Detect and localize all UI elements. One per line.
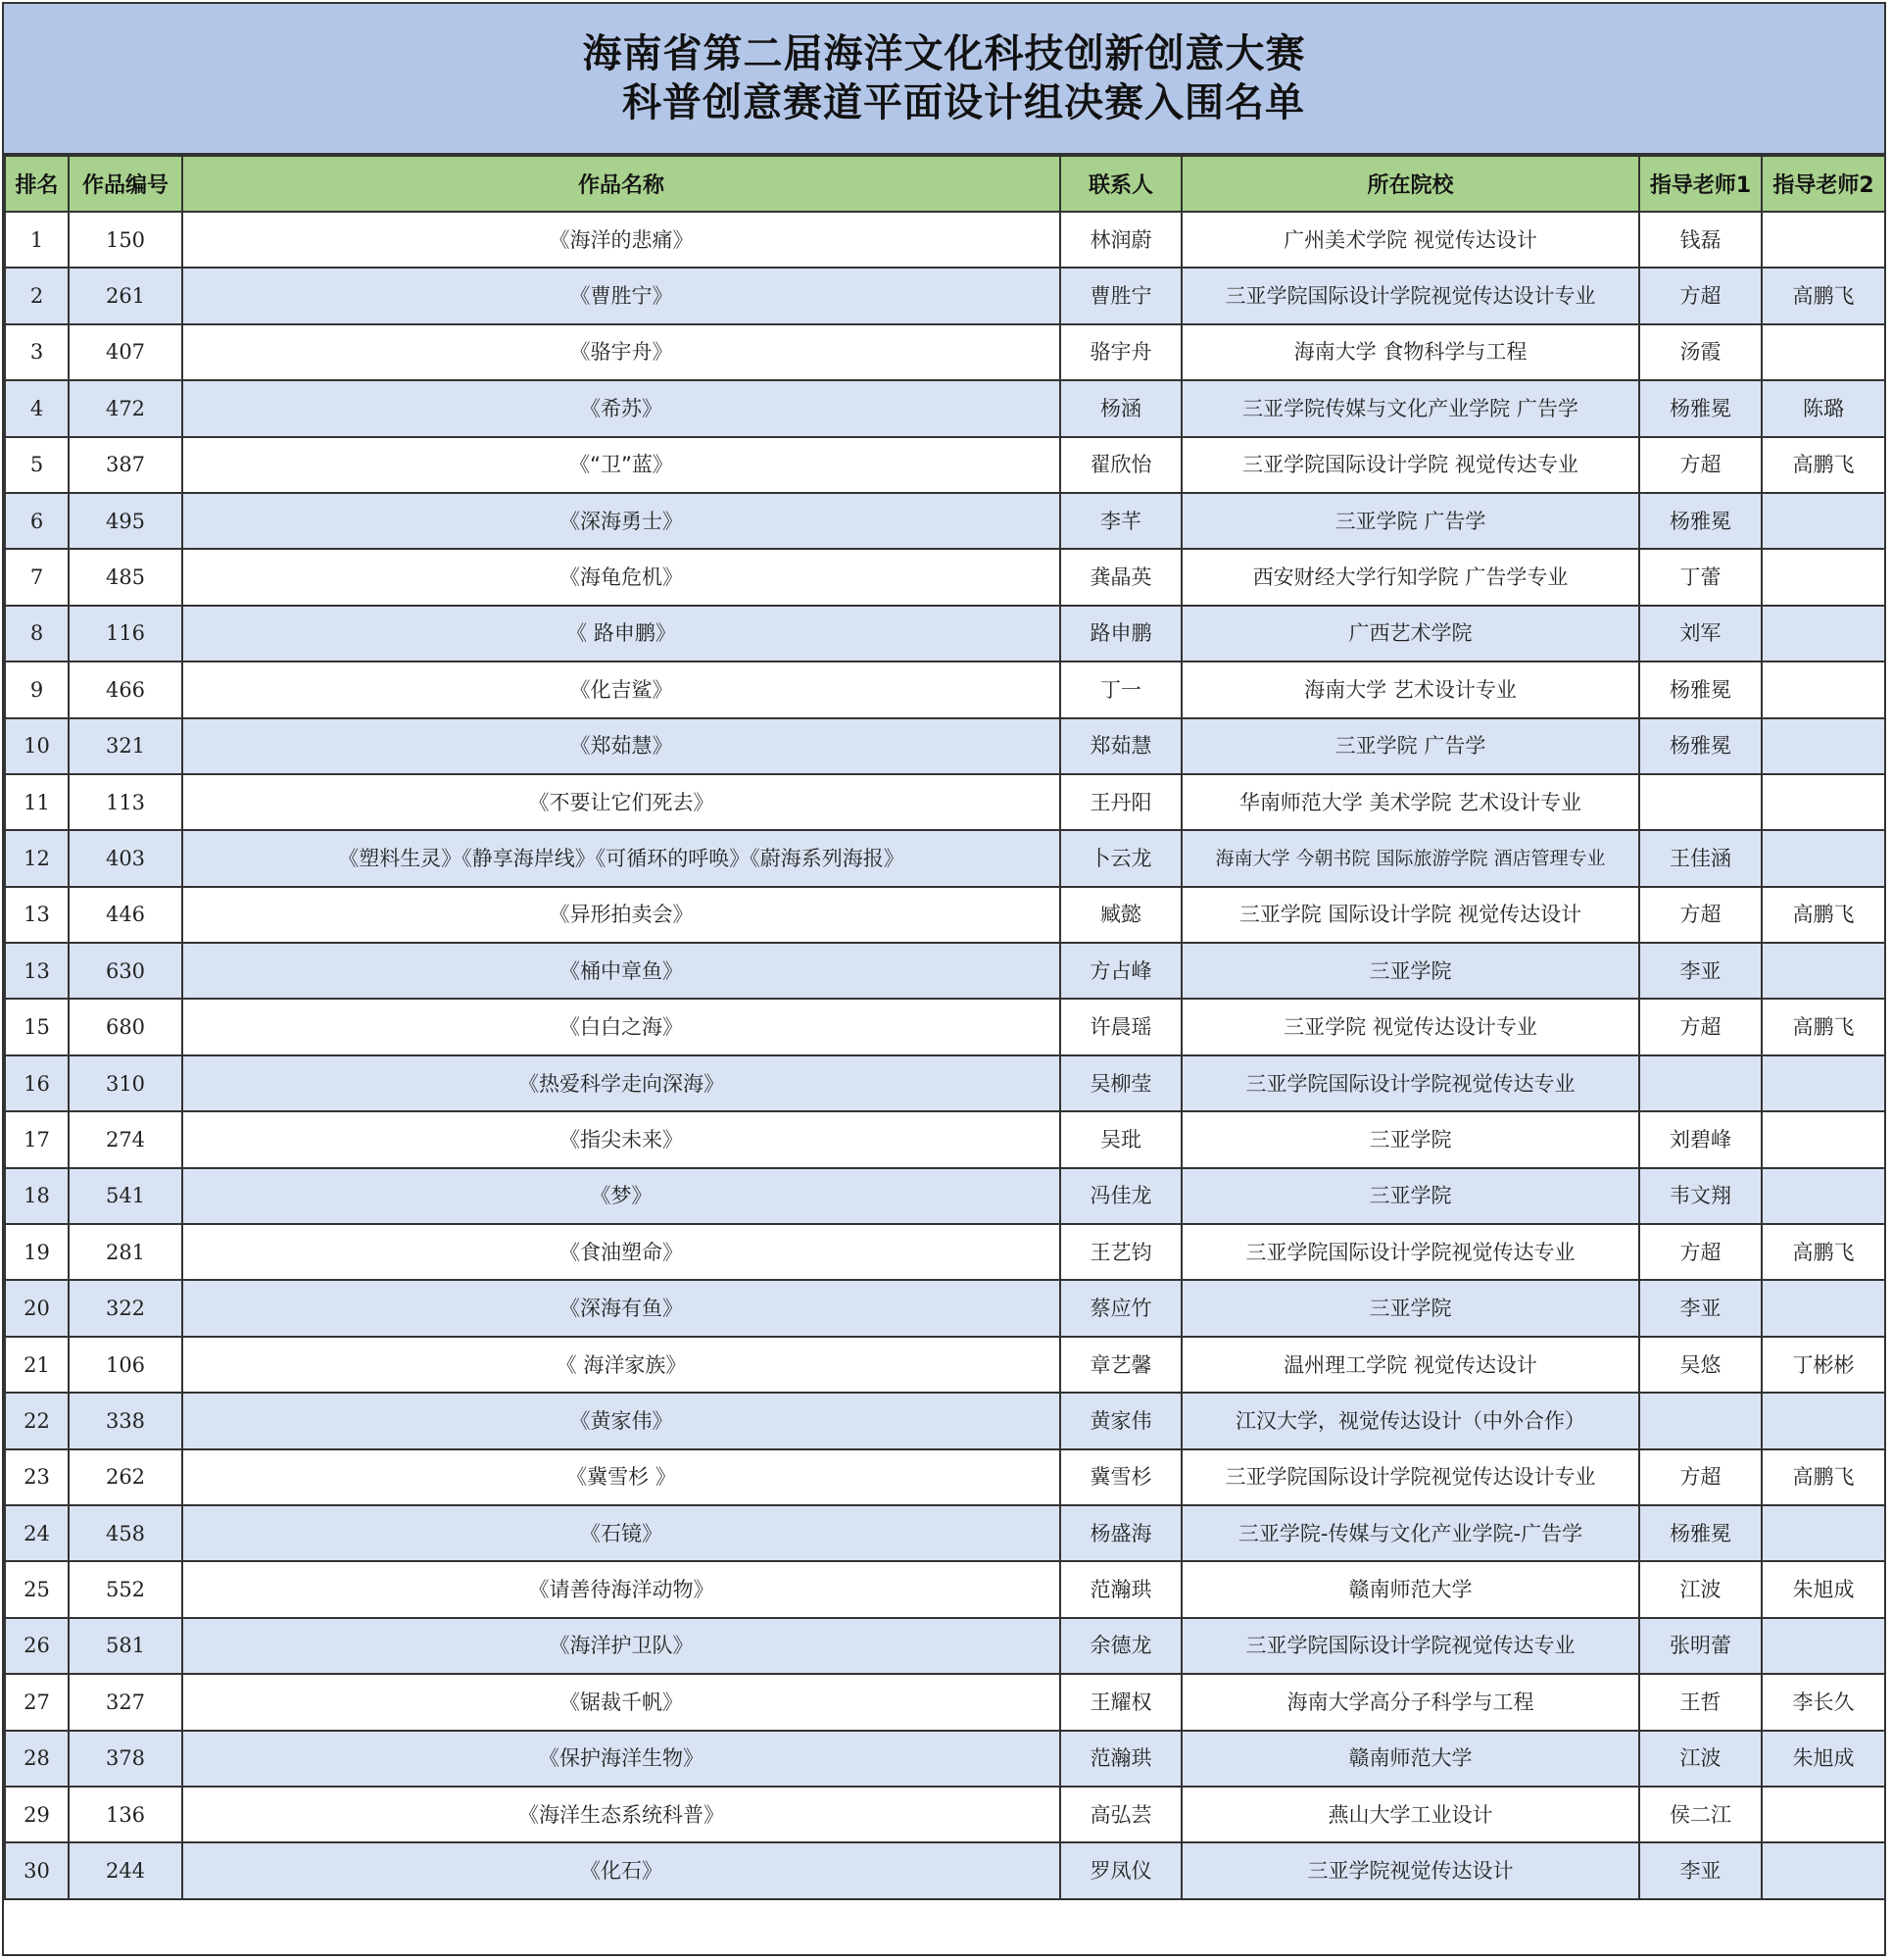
table-row [5,1111,1885,1167]
school-cell: 三亚学院国际设计学院视觉传达专业 [1182,1618,1639,1674]
rank-cell: 13 [5,943,69,999]
advisor-2-cell [1762,1787,1885,1842]
school-cell: 海南大学 艺术设计专业 [1182,662,1639,717]
entry-id-cell: 541 [69,1168,182,1224]
advisor-2-cell: 高鹏飞 [1762,999,1885,1054]
contact-cell: 许晨瑶 [1060,999,1182,1054]
rank-cell: 24 [5,1505,69,1561]
school-cell: 三亚学院 [1182,1168,1639,1224]
school-cell: 江汉大学，视觉传达设计（中外合作） [1182,1393,1639,1448]
work-title-cell: 《梦》 [182,1168,1060,1224]
rank-cell: 13 [5,887,69,943]
advisor-1-cell: 杨雅冕 [1639,493,1762,549]
contact-cell: 杨涵 [1060,380,1182,436]
rank-cell: 23 [5,1449,69,1505]
advisor-1-cell: 杨雅冕 [1639,718,1762,774]
contact-cell: 丁一 [1060,662,1182,717]
advisor-2-cell: 李长久 [1762,1674,1885,1730]
work-title-cell: 《 路申鹏》 [182,606,1060,662]
advisor-2-cell: 高鹏飞 [1762,887,1885,943]
work-title-cell: 《异形拍卖会》 [182,887,1060,943]
entry-id-cell: 116 [69,606,182,662]
entry-id-cell: 136 [69,1787,182,1842]
rank-cell: 20 [5,1280,69,1336]
work-title-cell: 《“卫”蓝》 [182,437,1060,493]
entry-id-cell: 321 [69,718,182,774]
advisor-1-cell: 王哲 [1639,1674,1762,1730]
advisor-2-cell: 朱旭成 [1762,1731,1885,1787]
school-cell: 赣南师范大学 [1182,1731,1639,1787]
advisor-1-cell: 方超 [1639,999,1762,1054]
rank-cell: 12 [5,830,69,886]
advisor-1-cell: 江波 [1639,1561,1762,1617]
table-row [5,1505,1885,1561]
advisor-1-cell: 张明蕾 [1639,1618,1762,1674]
advisor-2-cell: 高鹏飞 [1762,437,1885,493]
advisor-1-cell: 刘军 [1639,606,1762,662]
advisor-2-cell [1762,830,1885,886]
table-row [5,437,1885,493]
work-title-cell: 《锯裁千帆》 [182,1674,1060,1730]
contact-cell: 王丹阳 [1060,774,1182,830]
rank-cell: 19 [5,1224,69,1280]
entry-id-cell: 680 [69,999,182,1054]
table-row [5,1731,1885,1787]
entry-id-cell: 262 [69,1449,182,1505]
work-title-cell: 《保护海洋生物》 [182,1731,1060,1787]
school-cell: 三亚学院传媒与文化产业学院 广告学 [1182,380,1639,436]
advisor-1-cell: 吴悠 [1639,1337,1762,1393]
advisor-2-cell [1762,1111,1885,1167]
contact-cell: 冀雪杉 [1060,1449,1182,1505]
contact-cell: 臧懿 [1060,887,1182,943]
advisor-1-cell: 丁蕾 [1639,549,1762,605]
contact-cell: 章艺馨 [1060,1337,1182,1393]
contact-cell: 冯佳龙 [1060,1168,1182,1224]
rank-cell: 17 [5,1111,69,1167]
school-cell: 三亚学院-传媒与文化产业学院-广告学 [1182,1505,1639,1561]
advisor-2-cell: 高鹏飞 [1762,268,1885,323]
rank-cell: 1 [5,212,69,268]
rank-cell: 25 [5,1561,69,1617]
advisor-2-cell [1762,1505,1885,1561]
school-cell: 温州理工学院 视觉传达设计 [1182,1337,1639,1393]
school-cell: 海南大学高分子科学与工程 [1182,1674,1639,1730]
work-title-cell: 《请善待海洋动物》 [182,1561,1060,1617]
contact-cell: 杨盛海 [1060,1505,1182,1561]
table-body [5,212,1885,1899]
rank-cell: 10 [5,718,69,774]
finalist-table [4,155,1886,1900]
header-advisor-1: 指导老师1 [1639,156,1762,212]
header-school: 所在院校 [1182,156,1639,212]
advisor-1-cell: 方超 [1639,1224,1762,1280]
rank-cell: 2 [5,268,69,323]
table-row [5,943,1885,999]
school-cell: 赣南师范大学 [1182,1561,1639,1617]
contact-cell: 余德龙 [1060,1618,1182,1674]
table-row [5,1674,1885,1730]
table-row [5,774,1885,830]
school-cell: 西安财经大学行知学院 广告学专业 [1182,549,1639,605]
contact-cell: 王耀权 [1060,1674,1182,1730]
advisor-2-cell: 高鹏飞 [1762,1449,1885,1505]
advisor-1-cell: 侯二江 [1639,1787,1762,1842]
work-title-cell: 《化石》 [182,1842,1060,1898]
table-row [5,268,1885,323]
advisor-2-cell [1762,662,1885,717]
school-cell: 广州美术学院 视觉传达设计 [1182,212,1639,268]
contact-cell: 吴柳莹 [1060,1055,1182,1111]
contact-cell: 蔡应竹 [1060,1280,1182,1336]
table-row [5,1337,1885,1393]
advisor-2-cell: 朱旭成 [1762,1561,1885,1617]
table-row [5,999,1885,1054]
table-row [5,662,1885,717]
school-cell: 海南大学 今朝书院 国际旅游学院 酒店管理专业 [1182,830,1639,886]
work-title-cell: 《曹胜宁》 [182,268,1060,323]
table-row [5,1787,1885,1842]
advisor-2-cell [1762,1842,1885,1898]
advisor-2-cell [1762,606,1885,662]
advisor-2-cell [1762,493,1885,549]
entry-id-cell: 327 [69,1674,182,1730]
school-cell: 三亚学院国际设计学院视觉传达专业 [1182,1224,1639,1280]
table-row [5,718,1885,774]
advisor-2-cell: 陈璐 [1762,380,1885,436]
table-row [5,1618,1885,1674]
table-row [5,212,1885,268]
contact-cell: 翟欣怡 [1060,437,1182,493]
title-band [4,4,1884,155]
table-row [5,1280,1885,1336]
advisor-2-cell [1762,1618,1885,1674]
header-advisor-2: 指导老师2 [1762,156,1885,212]
school-cell: 三亚学院国际设计学院 视觉传达专业 [1182,437,1639,493]
rank-cell: 26 [5,1618,69,1674]
contact-cell: 林润蔚 [1060,212,1182,268]
contact-cell: 王艺钧 [1060,1224,1182,1280]
work-title-cell: 《黄家伟》 [182,1393,1060,1448]
header-row [5,156,1885,212]
advisor-1-cell: 方超 [1639,437,1762,493]
advisor-2-cell [1762,549,1885,605]
header-work-title: 作品名称 [182,156,1060,212]
school-cell: 三亚学院 [1182,943,1639,999]
advisor-2-cell [1762,1055,1885,1111]
school-cell: 三亚学院视觉传达设计 [1182,1842,1639,1898]
advisor-2-cell [1762,943,1885,999]
entry-id-cell: 466 [69,662,182,717]
work-title-cell: 《冀雪杉 》 [182,1449,1060,1505]
advisor-2-cell [1762,1393,1885,1448]
header-contact: 联系人 [1060,156,1182,212]
work-title-cell: 《深海有鱼》 [182,1280,1060,1336]
rank-cell: 4 [5,380,69,436]
advisor-1-cell: 方超 [1639,268,1762,323]
work-title-cell: 《海洋护卫队》 [182,1618,1060,1674]
entry-id-cell: 581 [69,1618,182,1674]
contact-cell: 吴玭 [1060,1111,1182,1167]
rank-cell: 8 [5,606,69,662]
advisor-2-cell [1762,212,1885,268]
school-cell: 三亚学院 国际设计学院 视觉传达设计 [1182,887,1639,943]
entry-id-cell: 552 [69,1561,182,1617]
contact-cell: 骆宇舟 [1060,324,1182,380]
table-row [5,1393,1885,1448]
advisor-1-cell: 汤霞 [1639,324,1762,380]
rank-cell: 27 [5,1674,69,1730]
contact-cell: 方占峰 [1060,943,1182,999]
school-cell: 三亚学院国际设计学院视觉传达专业 [1182,1055,1639,1111]
school-cell: 三亚学院 [1182,1111,1639,1167]
rank-cell: 16 [5,1055,69,1111]
entry-id-cell: 150 [69,212,182,268]
header-rank: 排名 [5,156,69,212]
advisor-2-cell [1762,774,1885,830]
advisor-1-cell: 韦文翔 [1639,1168,1762,1224]
rank-cell: 9 [5,662,69,717]
title-line-2: 科普创意赛道平面设计组决赛入围名单 [622,80,1305,125]
advisor-1-cell: 杨雅冕 [1639,1505,1762,1561]
work-title-cell: 《塑料生灵》《静享海岸线》《可循环的呼唤》《蔚海系列海报》 [182,830,1060,886]
table-row [5,549,1885,605]
table-row [5,1561,1885,1617]
work-title-cell: 《不要让它们死去》 [182,774,1060,830]
advisor-2-cell [1762,1280,1885,1336]
school-cell: 三亚学院 [1182,1280,1639,1336]
table-row [5,1842,1885,1898]
work-title-cell: 《桶中章鱼》 [182,943,1060,999]
entry-id-cell: 113 [69,774,182,830]
school-cell: 三亚学院 广告学 [1182,718,1639,774]
advisor-2-cell [1762,1168,1885,1224]
entry-id-cell: 472 [69,380,182,436]
header-entry-id: 作品编号 [69,156,182,212]
advisor-2-cell [1762,718,1885,774]
entry-id-cell: 495 [69,493,182,549]
entry-id-cell: 322 [69,1280,182,1336]
advisor-2-cell: 丁彬彬 [1762,1337,1885,1393]
work-title-cell: 《希苏》 [182,380,1060,436]
work-title-cell: 《指尖未来》 [182,1111,1060,1167]
school-cell: 海南大学 食物科学与工程 [1182,324,1639,380]
entry-id-cell: 244 [69,1842,182,1898]
contact-cell: 高弘芸 [1060,1787,1182,1842]
advisor-1-cell: 杨雅冕 [1639,380,1762,436]
advisor-1-cell: 李亚 [1639,1280,1762,1336]
advisor-2-cell [1762,324,1885,380]
entry-id-cell: 310 [69,1055,182,1111]
rank-cell: 3 [5,324,69,380]
work-title-cell: 《食油塑命》 [182,1224,1060,1280]
advisor-1-cell [1639,1393,1762,1448]
table-row [5,1168,1885,1224]
table-row [5,380,1885,436]
advisor-2-cell: 高鹏飞 [1762,1224,1885,1280]
advisor-1-cell [1639,774,1762,830]
school-cell: 三亚学院 广告学 [1182,493,1639,549]
school-cell: 广西艺术学院 [1182,606,1639,662]
school-cell: 燕山大学工业设计 [1182,1787,1639,1842]
entry-id-cell: 387 [69,437,182,493]
work-title-cell: 《海龟危机》 [182,549,1060,605]
entry-id-cell: 403 [69,830,182,886]
advisor-1-cell [1639,1055,1762,1111]
rank-cell: 6 [5,493,69,549]
entry-id-cell: 378 [69,1731,182,1787]
work-title-cell: 《 海洋家族》 [182,1337,1060,1393]
advisor-1-cell: 钱磊 [1639,212,1762,268]
table-row [5,493,1885,549]
rank-cell: 7 [5,549,69,605]
rank-cell: 5 [5,437,69,493]
rank-cell: 29 [5,1787,69,1842]
entry-id-cell: 485 [69,549,182,605]
contact-cell: 范瀚珙 [1060,1561,1182,1617]
table-row [5,1055,1885,1111]
entry-id-cell: 630 [69,943,182,999]
rank-cell: 15 [5,999,69,1054]
work-title-cell: 《海洋生态系统科普》 [182,1787,1060,1842]
contact-cell: 范瀚珙 [1060,1731,1182,1787]
advisor-1-cell: 李亚 [1639,1842,1762,1898]
entry-id-cell: 106 [69,1337,182,1393]
rank-cell: 11 [5,774,69,830]
advisor-1-cell: 王佳涵 [1639,830,1762,886]
table-row [5,830,1885,886]
work-title-cell: 《深海勇士》 [182,493,1060,549]
rank-cell: 28 [5,1731,69,1787]
work-title-cell: 《石镜》 [182,1505,1060,1561]
entry-id-cell: 458 [69,1505,182,1561]
entry-id-cell: 407 [69,324,182,380]
entry-id-cell: 446 [69,887,182,943]
work-title-cell: 《骆宇舟》 [182,324,1060,380]
contact-cell: 卜云龙 [1060,830,1182,886]
title-line-1: 海南省第二届海洋文化科技创新创意大赛 [582,31,1306,76]
rank-cell: 18 [5,1168,69,1224]
entry-id-cell: 274 [69,1111,182,1167]
entry-id-cell: 281 [69,1224,182,1280]
contact-cell: 罗凤仪 [1060,1842,1182,1898]
table-row [5,1224,1885,1280]
table-row [5,324,1885,380]
school-cell: 三亚学院国际设计学院视觉传达设计专业 [1182,268,1639,323]
school-cell: 华南师范大学 美术学院 艺术设计专业 [1182,774,1639,830]
table-row [5,887,1885,943]
contact-cell: 郑茹慧 [1060,718,1182,774]
advisor-1-cell: 李亚 [1639,943,1762,999]
work-title-cell: 《热爱科学走向深海》 [182,1055,1060,1111]
contact-cell: 李芊 [1060,493,1182,549]
school-cell: 三亚学院国际设计学院视觉传达设计专业 [1182,1449,1639,1505]
contact-cell: 路申鹏 [1060,606,1182,662]
advisor-1-cell: 方超 [1639,1449,1762,1505]
entry-id-cell: 338 [69,1393,182,1448]
work-title-cell: 《白白之海》 [182,999,1060,1054]
advisor-1-cell: 杨雅冕 [1639,662,1762,717]
rank-cell: 30 [5,1842,69,1898]
rank-cell: 21 [5,1337,69,1393]
entry-id-cell: 261 [69,268,182,323]
contact-cell: 黄家伟 [1060,1393,1182,1448]
work-title-cell: 《海洋的悲痛》 [182,212,1060,268]
work-title-cell: 《化吉鲨》 [182,662,1060,717]
advisor-1-cell: 刘碧峰 [1639,1111,1762,1167]
rank-cell: 22 [5,1393,69,1448]
results-sheet [2,2,1886,1956]
table-row [5,1449,1885,1505]
school-cell: 三亚学院 视觉传达设计专业 [1182,999,1639,1054]
advisor-1-cell: 方超 [1639,887,1762,943]
contact-cell: 曹胜宁 [1060,268,1182,323]
advisor-1-cell: 江波 [1639,1731,1762,1787]
work-title-cell: 《郑茹慧》 [182,718,1060,774]
table-row [5,606,1885,662]
contact-cell: 龚晶英 [1060,549,1182,605]
